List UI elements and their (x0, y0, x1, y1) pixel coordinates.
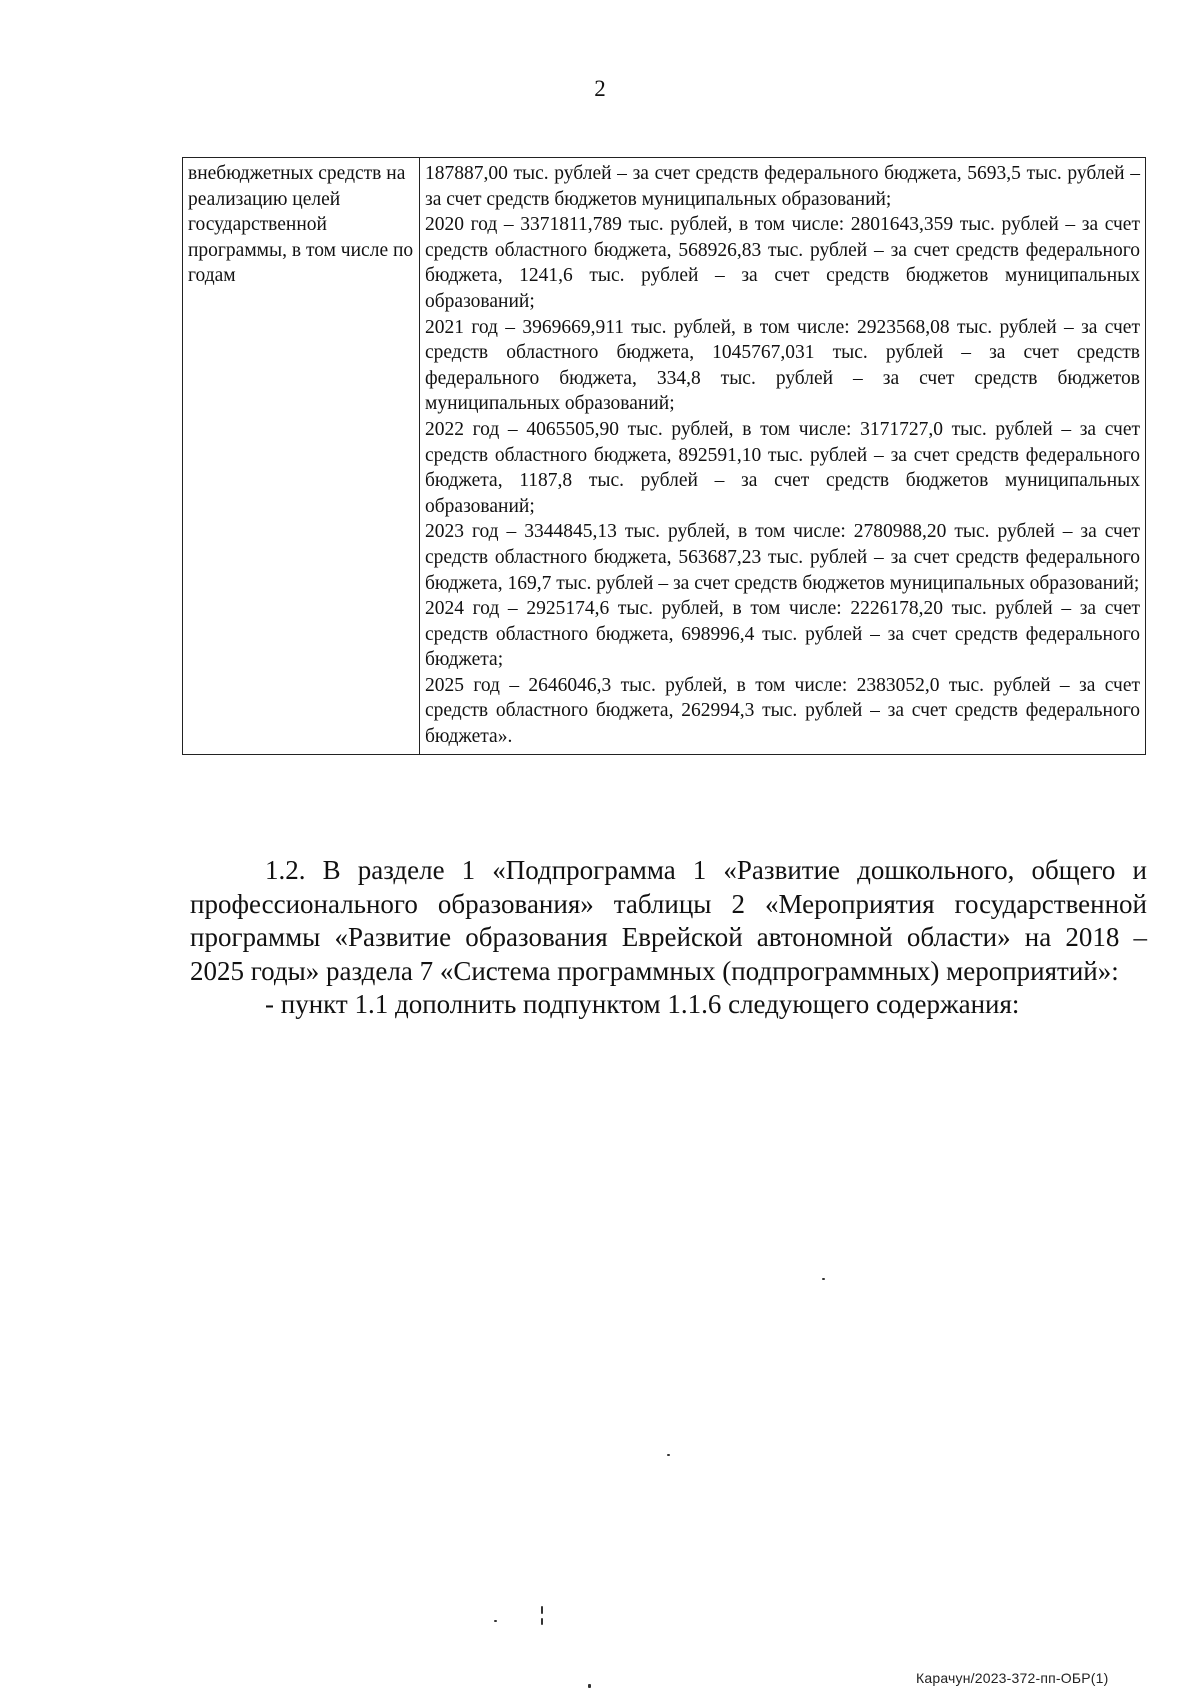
funding-paragraph-2022: 2022 год – 4065505,90 тыс. рублей, в том числе: 3171727,0 тыс. рублей – за счет средств областного бюджета, 892591,10 тыс. рублей – за счет средств федерального бюджета, 1187,8 тыс. рублей – за счет средств бюджетов муниципальных образований; (425, 418, 1140, 517)
amendment-bullet: - пункт 1.1 дополнить подпунктом 1.1.6 следующего содержания: (265, 989, 1020, 1019)
table-right-cell (420, 158, 1146, 755)
funding-paragraph-2021: 2021 год – 3969669,911 тыс. рублей, в том числе: 2923568,08 тыс. рублей – за счет средств областного бюджета, 1045767,031 тыс. рублей – за счет средств федерального бюджета, 334,8 тыс. рублей – за счет средств бюджетов муниципальных образований; (425, 316, 1140, 415)
scan-speck (822, 1278, 825, 1280)
funding-paragraph: 187887,00 тыс. рублей – за счет средств федерального бюджета, 5693,5 тыс. рублей – за счет средств бюджетов муниципальных образований; (425, 163, 1140, 210)
funding-paragraph-2020: 2020 год – 3371811,789 тыс. рублей, в том числе: 2801643,359 тыс. рублей – за счет средств областного бюджета, 568926,83 тыс. рублей – за счет средств федерального бюджета, 1241,6 тыс. рублей – за счет средств бюджетов муниципальных образований; (425, 214, 1140, 312)
funding-paragraph-2024: 2024 год – 2925174,6 тыс. рублей, в том числе: 2226178,20 тыс. рублей – за счет средств областного бюджета, 698996,4 тыс. рублей – за счет средств федерального бюджета; (425, 598, 1140, 671)
scan-speck (667, 1454, 670, 1456)
scan-speck (541, 1618, 543, 1625)
scan-speck (541, 1606, 543, 1614)
page-number: 2 (594, 76, 606, 101)
scan-speck (588, 1684, 591, 1688)
table-row (183, 158, 1146, 755)
scan-speck (494, 1620, 497, 1622)
table-left-cell: внебюджетных средств на реализацию целей государственной программы, в том числе по годам (183, 158, 420, 755)
budget-table (182, 157, 1146, 755)
funding-paragraph-2023: 2023 год – 3344845,13 тыс. рублей, в том числе: 2780988,20 тыс. рублей – за счет средств областного бюджета, 563687,23 тыс. рублей – за счет средств федерального бюджета, 169,7 тыс. рублей – за счет средств бюджетов муниципальных образований; (425, 521, 1140, 594)
body-text (190, 854, 1147, 1022)
document-code: Карачун/2023-372-пп-ОБР(1) (916, 1670, 1109, 1686)
amendment-paragraph: 1.2. В разделе 1 «Подпрограмма 1 «Развитие дошкольного, общего и профессионального образования» таблицы 2 «Мероприятия государственной программы «Развитие образования Еврейской автономной области» на 2018 – 2025 годы» раздела 7 «Система программных (подпрограммных) мероприятий»: (190, 855, 1147, 986)
funding-paragraph-2025: 2025 год – 2646046,3 тыс. рублей, в том числе: 2383052,0 тыс. рублей – за счет средств областного бюджета, 262994,3 тыс. рублей – за счет средств федерального бюджета». (425, 674, 1140, 748)
